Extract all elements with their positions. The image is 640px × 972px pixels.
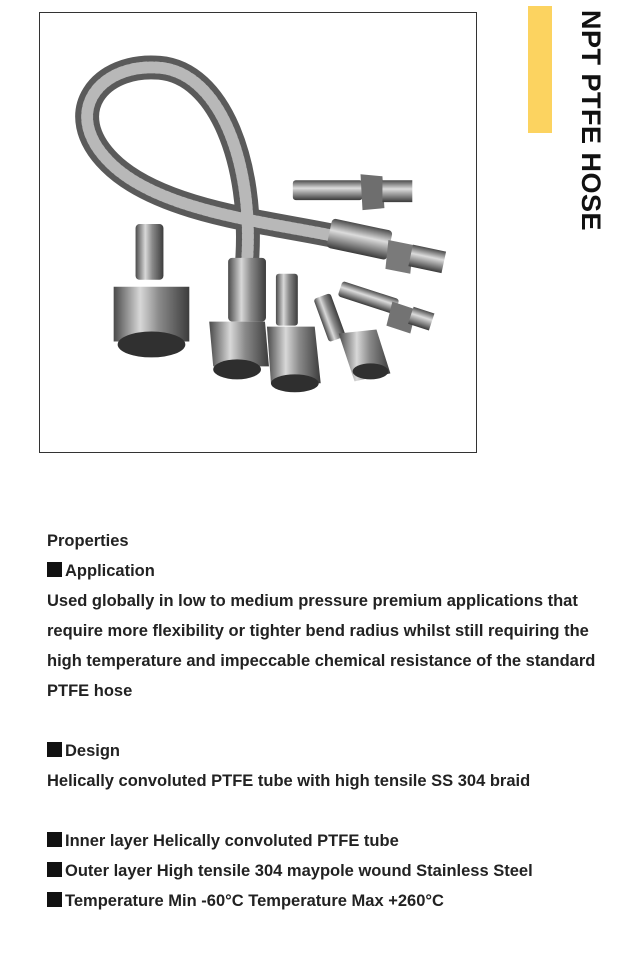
application-description: Used globally in low to medium pressure premium applications that require more flexibility or tighter bend radius whilst still requiring the high temperature and impeccable chemical resistance of the standard PTFE hose: [47, 592, 596, 700]
black-square-icon: [47, 862, 62, 877]
design-label: Design: [65, 742, 121, 760]
properties-section: [47, 526, 617, 916]
spec-item-inner-layer: [47, 826, 617, 856]
spec-text: Temperature Min -60°C Temperature Max +260°C: [65, 892, 444, 910]
properties-heading: Properties: [47, 532, 129, 550]
black-square-icon: [47, 742, 62, 757]
design-description: Helically convoluted PTFE tube with high tensile SS 304 braid: [47, 772, 531, 790]
black-square-icon: [47, 832, 62, 847]
spec-text: Inner layer Helically convoluted PTFE tube: [65, 832, 399, 850]
page-title-text: NPT PTFE HOSE: [576, 10, 606, 232]
product-photo: [39, 12, 477, 453]
hose-fittings-photo-icon: [40, 13, 476, 452]
application-label: Application: [65, 562, 155, 580]
spec-item-temperature: [47, 886, 617, 916]
spec-text: Outer layer High tensile 304 maypole wound Stainless Steel: [65, 862, 533, 880]
spec-item-outer-layer: [47, 856, 617, 886]
application-heading: [47, 556, 617, 586]
black-square-icon: [47, 562, 62, 577]
black-square-icon: [47, 892, 62, 907]
design-heading: [47, 736, 617, 766]
accent-bar: [528, 6, 552, 133]
page-title: [560, 10, 640, 250]
